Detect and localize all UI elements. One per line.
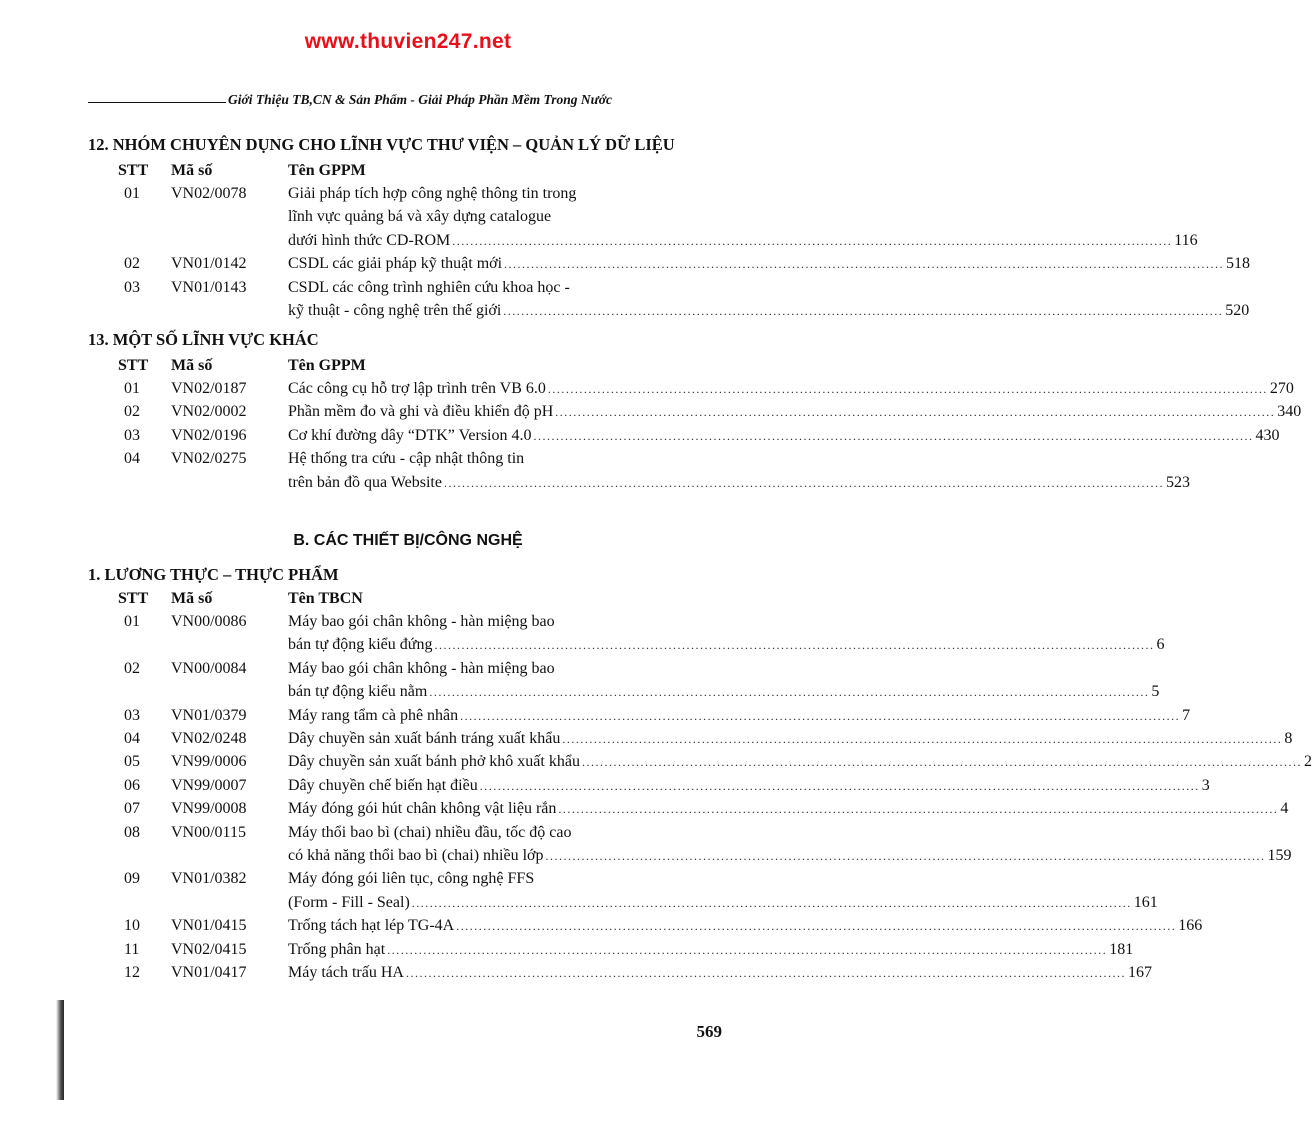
section-heading: 12. NHÓM CHUYÊN DỤNG CHO LĨNH VỰC THƯ VIỆN – QUẢN LÝ DỮ LIỆU bbox=[88, 135, 675, 154]
entry-code: VN02/0187 bbox=[171, 380, 247, 397]
entry-stt: 03 bbox=[124, 706, 140, 724]
entry-page: 430 bbox=[1255, 426, 1280, 444]
entry-continuation bbox=[0, 205, 816, 228]
entry-row bbox=[0, 610, 816, 633]
entry-title-line: Máy đóng gói liên tục, công nghệ FFS bbox=[288, 870, 535, 888]
entry-code: VN01/0417 bbox=[171, 964, 247, 981]
entry-page: 8 bbox=[1284, 730, 1293, 747]
entry-title-line: Phần mềm đo và ghi và điều khiển độ pH bbox=[288, 403, 554, 421]
leader-dots: ................................................................................................................................................................ bbox=[429, 685, 1150, 700]
entry-continuation bbox=[0, 633, 1165, 656]
running-header-title: Giới Thiệu TB,CN & Sản Phẩm - Giải Pháp Phần Mềm Trong Nước bbox=[228, 92, 612, 107]
entry-stt: 12 bbox=[124, 964, 140, 981]
entry-continuation bbox=[0, 471, 1190, 494]
leader-dots: ................................................................................................................................................................ bbox=[387, 942, 1108, 957]
entry-leader-line bbox=[288, 400, 1302, 424]
entry-row bbox=[0, 867, 816, 890]
entry-stt: 04 bbox=[124, 450, 140, 468]
entry-title-line: Cơ khí đường dây “DTK” Version 4.0 bbox=[288, 426, 532, 444]
entry-row bbox=[0, 961, 1152, 984]
entry-stt: 06 bbox=[124, 776, 140, 794]
binding-shadow bbox=[56, 1000, 64, 1100]
entry-page: 2 bbox=[1303, 753, 1312, 771]
entry-page: 116 bbox=[1174, 231, 1198, 249]
entry-title-line: bán tự động kiểu nằm bbox=[288, 683, 428, 701]
entry-leader-line bbox=[288, 750, 1312, 774]
leader-dots: ................................................................................................................................................................ bbox=[452, 233, 1173, 248]
entry-code: VN01/0142 bbox=[171, 255, 247, 273]
entry-row bbox=[0, 938, 1134, 961]
entry-code: VN00/0084 bbox=[171, 659, 247, 677]
entry-stt: 08 bbox=[124, 823, 140, 841]
entry-page: 340 bbox=[1277, 403, 1302, 421]
leader-dots: ................................................................................................................................................................ bbox=[434, 638, 1155, 653]
entry-code: VN02/0002 bbox=[171, 403, 247, 421]
col-stt: STT bbox=[118, 590, 149, 607]
entry-code: VN00/0086 bbox=[171, 613, 247, 630]
entry-title-line: Các công cụ hỗ trợ lập trình trên VB 6.0 bbox=[288, 380, 546, 397]
leader-dots: ................................................................................................................................................................ bbox=[503, 304, 1224, 318]
entry-page: 167 bbox=[1127, 964, 1152, 981]
entry-stt: 03 bbox=[124, 426, 140, 444]
entry-stt: 05 bbox=[124, 753, 140, 771]
entry-title-line: Máy bao gói chân không - hàn miệng bao bbox=[288, 659, 555, 677]
entry-code: VN99/0006 bbox=[171, 753, 247, 771]
entry-code: VN00/0115 bbox=[171, 823, 246, 841]
entry-leader-line bbox=[288, 914, 1203, 938]
leader-dots: ................................................................................................................................................................ bbox=[533, 428, 1254, 443]
entry-title-line: Trống phân hạt bbox=[288, 940, 386, 958]
entry-code: VN01/0143 bbox=[171, 278, 247, 296]
leader-dots: ................................................................................................................................................................ bbox=[558, 802, 1279, 817]
leader-dots: ................................................................................................................................................................ bbox=[479, 778, 1200, 793]
entry-leader-line bbox=[288, 299, 1250, 323]
entry-title-line: Hệ thống tra cứu - cập nhật thông tin bbox=[288, 450, 525, 468]
entry-stt: 07 bbox=[124, 800, 140, 818]
entry-title-line: Máy rang tẩm cà phê nhân bbox=[288, 706, 459, 724]
entry-row bbox=[0, 424, 1280, 447]
entry-leader-line bbox=[288, 229, 1198, 253]
entry-code: VN02/0415 bbox=[171, 940, 247, 958]
col-stt: STT bbox=[118, 162, 149, 179]
section-heading: 13. MỘT SỐ LĨNH VỰC KHÁC bbox=[88, 330, 319, 349]
leader-dots: ................................................................................................................................................................ bbox=[443, 475, 1164, 490]
section-heading: 1. LƯƠNG THỰC – THỰC PHẨM bbox=[88, 565, 339, 584]
leader-dots: ................................................................................................................................................................ bbox=[411, 895, 1132, 910]
entry-title-line: lĩnh vực quảng bá và xây dựng catalogue bbox=[288, 208, 552, 226]
entry-title-line: Trống tách hạt lép TG-4A bbox=[288, 917, 455, 935]
leader-dots: ................................................................................................................................................................ bbox=[581, 755, 1302, 770]
entry-title-line: Máy thổi bao bì (chai) nhiều đầu, tốc độ cao bbox=[288, 823, 572, 841]
entry-row bbox=[0, 252, 1251, 275]
entry-leader-line bbox=[288, 891, 1158, 915]
entry-title-line: Giải pháp tích hợp công nghệ thông tin trong bbox=[288, 185, 577, 202]
col-stt: STT bbox=[118, 357, 149, 374]
column-header-row bbox=[0, 587, 816, 610]
running-header bbox=[88, 92, 722, 108]
entry-page: 3 bbox=[1201, 776, 1210, 794]
entry-leader-line bbox=[288, 961, 1152, 985]
col-code: Mã số bbox=[171, 357, 213, 374]
entry-stt: 01 bbox=[124, 185, 140, 202]
leader-dots: ................................................................................................................................................................ bbox=[545, 849, 1266, 863]
entry-leader-line bbox=[288, 774, 1210, 798]
entry-row bbox=[0, 377, 1294, 400]
leader-dots: ................................................................................................................................................................ bbox=[555, 405, 1276, 420]
entry-row bbox=[0, 276, 816, 299]
entry-row bbox=[0, 821, 816, 844]
entry-page: 523 bbox=[1165, 473, 1190, 491]
entry-continuation bbox=[0, 844, 1292, 867]
entry-continuation bbox=[0, 680, 1160, 703]
entry-leader-line bbox=[288, 797, 1289, 821]
part-heading: B. CÁC THIẾT BỊ/CÔNG NGHỆ bbox=[293, 532, 523, 549]
entry-title-line: Máy bao gói chân không - hàn miệng bao bbox=[288, 613, 555, 630]
header-rule bbox=[88, 102, 226, 103]
entry-page: 520 bbox=[1225, 302, 1250, 319]
entry-leader-line bbox=[288, 471, 1190, 495]
entry-title-line: bán tự động kiểu đứng bbox=[288, 636, 433, 654]
entry-page: 5 bbox=[1151, 683, 1160, 701]
entry-code: VN02/0196 bbox=[171, 426, 247, 444]
entry-title-line: CSDL các giải pháp kỹ thuật mới bbox=[288, 255, 503, 273]
entry-leader-line bbox=[288, 633, 1165, 657]
entry-title-line: kỹ thuật - công nghệ trên thế giới bbox=[288, 302, 502, 319]
entry-row bbox=[0, 727, 1293, 750]
leader-dots: ................................................................................................................................................................ bbox=[504, 257, 1225, 272]
entry-title-line: Dây chuyền sản xuất bánh phở khô xuất khẩu bbox=[288, 753, 580, 771]
entry-code: VN99/0008 bbox=[171, 800, 247, 818]
column-header-row bbox=[0, 159, 816, 182]
entry-continuation bbox=[0, 891, 1158, 914]
entry-continuation bbox=[0, 299, 1250, 322]
entry-row bbox=[0, 797, 1289, 820]
entry-title-line: dưới hình thức CD-ROM bbox=[288, 231, 451, 249]
column-header-row bbox=[0, 354, 816, 377]
leader-dots: ................................................................................................................................................................ bbox=[460, 708, 1181, 723]
entry-stt: 09 bbox=[124, 870, 140, 888]
entry-leader-line bbox=[288, 424, 1280, 448]
entry-code: VN99/0007 bbox=[171, 776, 247, 794]
entry-title-line: CSDL các công trình nghiên cứu khoa học - bbox=[288, 278, 570, 296]
entry-code: VN02/0248 bbox=[171, 730, 247, 747]
entry-leader-line bbox=[288, 252, 1251, 276]
entry-leader-line bbox=[288, 704, 1191, 728]
entry-code: VN02/0275 bbox=[171, 450, 247, 468]
entry-title-line: (Form - Fill - Seal) bbox=[288, 893, 410, 911]
col-code: Mã số bbox=[171, 590, 213, 607]
col-name: Tên GPPM bbox=[288, 162, 366, 179]
entry-page: 4 bbox=[1280, 800, 1289, 818]
entry-stt: 02 bbox=[124, 255, 140, 273]
entry-row bbox=[0, 182, 816, 205]
entry-page: 159 bbox=[1267, 847, 1292, 864]
entry-title-line: Máy tách trấu HA bbox=[288, 964, 404, 981]
entry-code: VN01/0415 bbox=[171, 917, 247, 935]
entry-continuation bbox=[0, 229, 1198, 252]
entry-page: 6 bbox=[1156, 636, 1165, 654]
entry-row bbox=[0, 750, 1312, 773]
page-number: 569 bbox=[696, 1022, 722, 1041]
entry-leader-line bbox=[288, 680, 1160, 704]
col-name: Tên GPPM bbox=[288, 357, 366, 374]
entry-page: 166 bbox=[1178, 917, 1203, 935]
watermark-link[interactable]: www.thuvien247.net bbox=[304, 30, 512, 53]
entry-leader-line bbox=[288, 844, 1292, 868]
col-name: Tên TBCN bbox=[288, 590, 363, 607]
entry-page: 181 bbox=[1109, 940, 1134, 958]
entry-code: VN01/0379 bbox=[171, 706, 247, 724]
leader-dots: ................................................................................................................................................................ bbox=[547, 382, 1268, 396]
entry-title-line: Dây chuyền sản xuất bánh tráng xuất khẩu bbox=[288, 730, 561, 747]
entry-row bbox=[0, 704, 1191, 727]
entry-row bbox=[0, 447, 816, 470]
entry-stt: 02 bbox=[124, 659, 140, 677]
entry-leader-line bbox=[288, 727, 1293, 751]
leader-dots: ................................................................................................................................................................ bbox=[405, 966, 1126, 980]
entry-row bbox=[0, 774, 1210, 797]
entry-page: 518 bbox=[1226, 255, 1251, 273]
entry-page: 7 bbox=[1182, 706, 1191, 724]
entry-stt: 02 bbox=[124, 403, 140, 421]
entry-stt: 01 bbox=[124, 380, 140, 397]
entry-stt: 01 bbox=[124, 613, 140, 630]
entry-page: 161 bbox=[1133, 893, 1158, 911]
entry-row bbox=[0, 657, 816, 680]
entry-stt: 11 bbox=[124, 940, 140, 958]
entry-row bbox=[0, 914, 1203, 937]
entry-leader-line bbox=[288, 938, 1134, 962]
entry-code: VN01/0382 bbox=[171, 870, 247, 888]
entry-title-line: có khả năng thổi bao bì (chai) nhiều lớp bbox=[288, 847, 544, 864]
entry-leader-line bbox=[288, 377, 1294, 401]
entry-title-line: trên bản đồ qua Website bbox=[288, 473, 442, 491]
leader-dots: ................................................................................................................................................................ bbox=[456, 919, 1177, 934]
entry-title-line: Dây chuyền chế biến hạt điều bbox=[288, 776, 478, 794]
entry-stt: 10 bbox=[124, 917, 140, 935]
entry-stt: 04 bbox=[124, 730, 140, 747]
entry-page: 270 bbox=[1269, 380, 1294, 397]
col-code: Mã số bbox=[171, 162, 213, 179]
entry-title-line: Máy đóng gói hút chân không vật liệu rắn bbox=[288, 800, 557, 818]
entry-code: VN02/0078 bbox=[171, 185, 247, 202]
entry-row bbox=[0, 400, 1302, 423]
entry-stt: 03 bbox=[124, 278, 140, 296]
leader-dots: ................................................................................................................................................................ bbox=[562, 732, 1283, 746]
